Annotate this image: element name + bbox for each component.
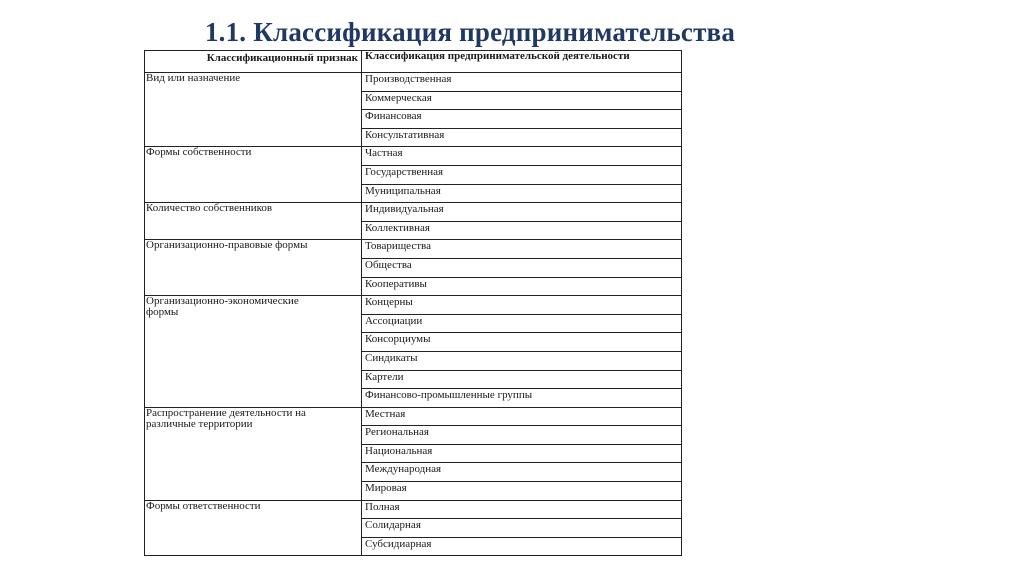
criterion-text: Организационно-экономические формы: [146, 295, 299, 319]
table-row: [145, 296, 682, 315]
table-row: [145, 407, 682, 426]
criterion-cell: Формы собственности: [145, 147, 362, 203]
classification-cell: Товарищества: [362, 240, 682, 259]
classification-cell: Ассоциации: [362, 314, 682, 333]
criterion-cell: [145, 407, 362, 500]
classification-cell: Субсидиарная: [362, 537, 682, 556]
classification-cell: Солидарная: [362, 519, 682, 538]
classification-cell: Полная: [362, 500, 682, 519]
classification-cell: Кооперативы: [362, 277, 682, 296]
classification-cell: Муниципальная: [362, 184, 682, 203]
criterion-text: Распространение деятельности на различные территории: [146, 407, 306, 430]
classification-table: [144, 50, 682, 556]
table-row: [145, 147, 682, 166]
classification-cell: Частная: [362, 147, 682, 166]
table-row: [145, 73, 682, 92]
classification-cell: Финансово-промышленные группы: [362, 389, 682, 408]
classification-cell: Региональная: [362, 426, 682, 445]
classification-cell: Национальная: [362, 444, 682, 463]
criterion-cell: Формы ответственности: [145, 500, 362, 556]
classification-cell: Концерны: [362, 296, 682, 315]
classification-cell: Коммерческая: [362, 91, 682, 110]
classification-cell: Финансовая: [362, 110, 682, 129]
classification-cell: Картели: [362, 370, 682, 389]
table-row: [145, 500, 682, 519]
table-header-row: [145, 51, 682, 73]
classification-cell: Государственная: [362, 165, 682, 184]
classification-cell: Производственная: [362, 73, 682, 92]
classification-cell: Международная: [362, 463, 682, 482]
classification-cell: Консорциумы: [362, 333, 682, 352]
header-classification: Классификация предпринимательской деятельности: [362, 51, 682, 73]
classification-cell: Местная: [362, 407, 682, 426]
classification-cell: Консультативная: [362, 128, 682, 147]
classification-cell: Мировая: [362, 482, 682, 501]
criterion-cell: Количество собственников: [145, 203, 362, 240]
table-row: [145, 240, 682, 259]
criterion-cell: Организационно-правовые формы: [145, 240, 362, 296]
classification-cell: Коллективная: [362, 221, 682, 240]
table-row: [145, 203, 682, 222]
header-criterion: Классификационный признак: [145, 51, 362, 73]
table-body: [145, 73, 682, 556]
classification-cell: Синдикаты: [362, 351, 682, 370]
criterion-cell: Вид или назначение: [145, 73, 362, 147]
slide-title: 1.1. Классификация предпринимательства: [204, 17, 736, 47]
criterion-cell: [145, 296, 362, 408]
classification-cell: Общества: [362, 258, 682, 277]
classification-cell: Индивидуальная: [362, 203, 682, 222]
